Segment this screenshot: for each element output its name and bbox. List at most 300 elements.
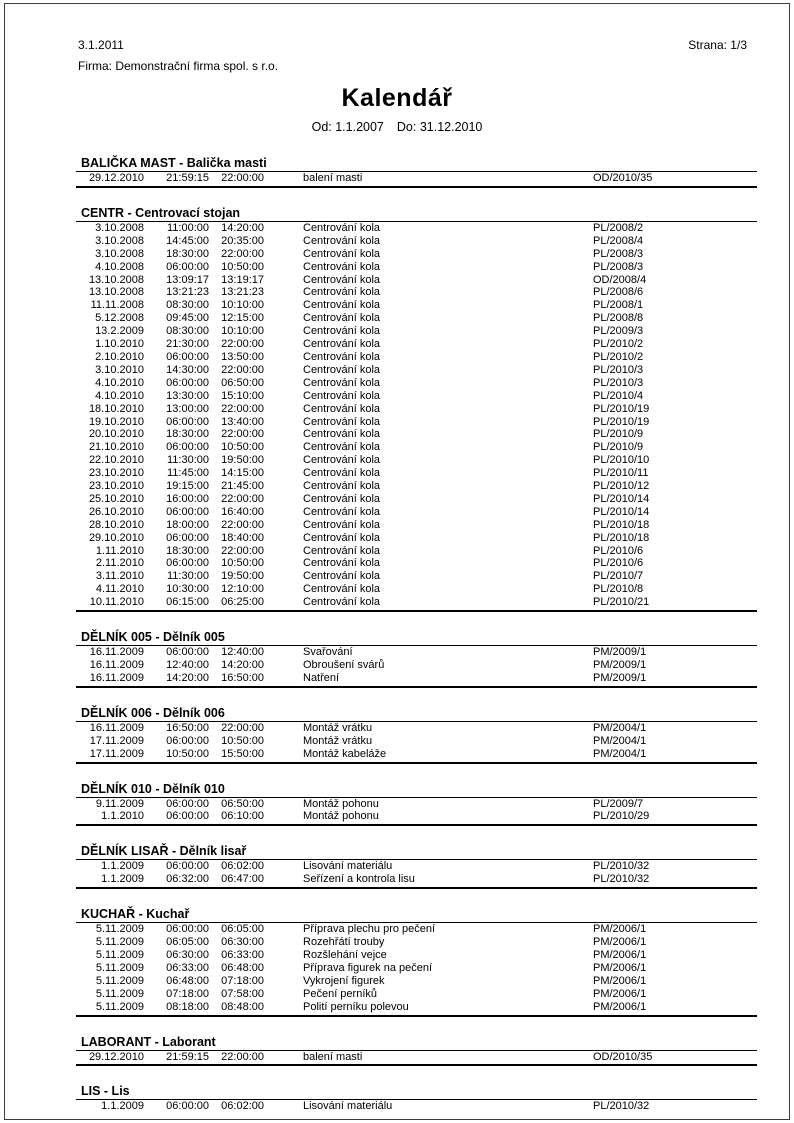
document-ref: PL/2010/32 — [593, 873, 650, 886]
event-row — [76, 798, 757, 811]
document-ref: PL/2009/3 — [593, 325, 644, 338]
document-ref: PL/2010/29 — [593, 810, 650, 823]
start-time: 06:05:00 — [166, 936, 209, 949]
section — [76, 783, 757, 827]
start-time: 13:21:23 — [166, 286, 209, 299]
event-row — [76, 557, 757, 570]
event-date: 11.11.2008 — [90, 299, 144, 312]
start-time: 06:32:00 — [166, 873, 209, 886]
report-page — [4, 3, 790, 1120]
start-time: 06:00:00 — [166, 441, 209, 454]
event-description: Natření — [303, 671, 340, 684]
document-ref: PM/2004/1 — [593, 734, 647, 747]
event-date: 29.10.2010 — [88, 531, 144, 544]
event-date: 5.11.2009 — [95, 936, 144, 949]
event-date: 16.11.2009 — [89, 646, 144, 659]
start-time: 16:50:00 — [166, 721, 209, 734]
event-date: 13.2.2009 — [95, 325, 144, 338]
start-time: 06:00:00 — [166, 734, 209, 747]
document-ref: PL/2008/4 — [593, 234, 644, 247]
event-date: 5.11.2009 — [95, 923, 144, 936]
end-time: 07:18:00 — [221, 974, 264, 987]
document-ref: PL/2010/6 — [593, 557, 644, 570]
document-ref: PM/2006/1 — [593, 923, 647, 936]
event-date: 16.11.2009 — [89, 659, 144, 671]
section-heading: LIS - Lis — [76, 1085, 757, 1100]
event-description: Vykrojení figurek — [303, 974, 385, 987]
event-description: Centrování kola — [303, 402, 381, 415]
event-description: Centrování kola — [303, 415, 381, 428]
event-description: Montáž kabeláže — [303, 747, 387, 760]
end-time: 16:50:00 — [221, 671, 264, 684]
end-time: 19:50:00 — [221, 570, 264, 583]
event-row — [76, 493, 757, 506]
document-ref: PL/2010/2 — [593, 338, 644, 351]
document-ref: PM/2006/1 — [593, 974, 647, 987]
document-ref: PL/2010/6 — [593, 544, 644, 557]
end-time: 07:58:00 — [221, 987, 264, 1000]
section-body — [76, 923, 757, 1016]
end-time: 20:35:00 — [221, 234, 264, 247]
event-row — [76, 377, 757, 390]
event-date: 29.12.2010 — [88, 172, 144, 184]
start-time: 06:00:00 — [166, 260, 209, 273]
event-row — [76, 428, 757, 441]
event-row — [76, 454, 757, 467]
end-time: 13:40:00 — [221, 415, 264, 428]
event-row — [76, 506, 757, 519]
document-ref: PM/2009/1 — [593, 659, 647, 671]
start-time: 13:00:00 — [166, 402, 209, 415]
event-date: 1.1.2009 — [101, 860, 144, 873]
section — [76, 157, 757, 188]
end-time: 06:48:00 — [221, 961, 264, 974]
event-description: balení masti — [303, 172, 363, 184]
start-time: 06:00:00 — [166, 350, 209, 363]
start-time: 06:00:00 — [166, 557, 209, 570]
start-time: 08:30:00 — [166, 325, 209, 338]
event-description: Centrování kola — [303, 428, 381, 441]
event-description: Lisování materiálu — [303, 1100, 393, 1113]
start-time: 06:00:00 — [166, 923, 209, 936]
event-description: Rozehřátí trouby — [303, 936, 385, 949]
document-ref: PL/2010/12 — [593, 480, 650, 493]
end-time: 16:40:00 — [221, 505, 264, 518]
section — [76, 908, 757, 1016]
document-ref: PL/2010/2 — [593, 350, 644, 363]
end-time: 18:40:00 — [221, 531, 264, 544]
event-date: 2.11.2010 — [95, 557, 144, 570]
event-date: 20.10.2010 — [88, 428, 144, 441]
document-ref: PL/2010/8 — [593, 583, 644, 596]
event-description: Montáž pohonu — [303, 797, 379, 810]
end-time: 22:00:00 — [221, 402, 264, 415]
document-ref: OD/2008/4 — [593, 273, 647, 286]
document-ref: PL/2010/3 — [593, 376, 644, 389]
event-date: 3.10.2008 — [95, 247, 144, 260]
event-description: Centrování kola — [303, 312, 381, 325]
event-date: 2.10.2010 — [95, 350, 144, 363]
start-time: 10:50:00 — [166, 747, 209, 760]
event-description: Centrování kola — [303, 531, 381, 544]
end-time: 06:02:00 — [221, 1100, 264, 1113]
document-ref: PM/2004/1 — [593, 747, 647, 760]
event-date: 26.10.2010 — [88, 505, 144, 518]
end-time: 14:20:00 — [221, 659, 264, 671]
event-description: Rozšlehání vejce — [303, 948, 387, 961]
event-description: Seřízení a kontrola lisu — [303, 873, 415, 886]
event-date: 4.10.2008 — [95, 260, 144, 273]
end-time: 06:50:00 — [221, 797, 264, 810]
event-date: 19.10.2010 — [88, 415, 144, 428]
event-description: Montáž vrátku — [303, 734, 373, 747]
event-description: Lisování materiálu — [303, 860, 393, 873]
event-description: Centrování kola — [303, 389, 381, 402]
end-time: 06:33:00 — [221, 948, 264, 961]
start-time: 11:00:00 — [166, 221, 209, 234]
end-time: 15:10:00 — [221, 389, 264, 402]
event-row — [76, 1001, 757, 1014]
document-ref: PL/2010/4 — [593, 389, 644, 402]
event-date: 16.11.2009 — [89, 721, 144, 734]
end-time: 12:15:00 — [221, 312, 264, 325]
event-row — [76, 403, 757, 416]
end-time: 06:25:00 — [221, 596, 264, 609]
event-date: 10.11.2010 — [89, 596, 144, 609]
document-ref: PM/2006/1 — [593, 987, 647, 1000]
event-date: 18.10.2010 — [88, 402, 144, 415]
event-date: 9.11.2009 — [95, 797, 144, 810]
document-ref: PL/2010/32 — [593, 1100, 650, 1113]
page-number: Strana: 1/3 — [688, 38, 747, 52]
event-row — [76, 962, 757, 975]
event-row — [76, 480, 757, 493]
end-time: 10:50:00 — [221, 441, 264, 454]
event-date: 16.11.2009 — [89, 671, 144, 684]
event-description: balení masti — [303, 1050, 363, 1063]
section-heading: DĚLNÍK 006 - Dělník 006 — [76, 707, 757, 722]
end-time: 22:00:00 — [221, 172, 264, 184]
document-ref: PM/2004/1 — [593, 721, 647, 734]
start-time: 06:00:00 — [166, 1100, 209, 1113]
event-date: 1.11.2010 — [95, 544, 144, 557]
document-ref: PL/2008/8 — [593, 312, 644, 325]
event-row — [76, 873, 757, 886]
section-body — [76, 722, 757, 764]
end-time: 22:00:00 — [221, 544, 264, 557]
start-time: 06:00:00 — [166, 376, 209, 389]
end-time: 14:20:00 — [221, 221, 264, 234]
event-date: 25.10.2010 — [88, 492, 144, 505]
end-time: 10:50:00 — [221, 260, 264, 273]
document-ref: PM/2006/1 — [593, 961, 647, 974]
event-description: Centrování kola — [303, 221, 381, 234]
event-description: Centrování kola — [303, 247, 381, 260]
start-time: 14:30:00 — [166, 363, 209, 376]
start-time: 11:30:00 — [166, 454, 209, 467]
event-date: 21.10.2010 — [88, 441, 144, 454]
event-row — [76, 646, 757, 659]
document-ref: PL/2010/18 — [593, 518, 650, 531]
start-time: 11:30:00 — [166, 570, 209, 583]
event-row — [76, 286, 757, 299]
report-header — [78, 38, 747, 73]
event-description: Příprava plechu pro pečení — [303, 923, 436, 936]
event-description: Centrování kola — [303, 299, 381, 312]
event-description: Centrování kola — [303, 505, 381, 518]
event-date: 3.10.2008 — [95, 234, 144, 247]
start-time: 18:30:00 — [166, 428, 209, 441]
event-description: Centrování kola — [303, 467, 381, 480]
section-heading: LABORANT - Laborant — [76, 1036, 757, 1051]
event-date: 29.12.2010 — [88, 1050, 144, 1063]
document-ref: PL/2010/14 — [593, 505, 650, 518]
report-title: Kalendář — [341, 84, 453, 112]
event-description: Centrování kola — [303, 441, 381, 454]
event-row — [76, 735, 757, 748]
document-ref: PM/2009/1 — [593, 646, 647, 659]
event-row — [76, 519, 757, 532]
document-ref: PL/2010/32 — [593, 860, 650, 873]
company-name: Firma: Demonstrační firma spol. s r.o. — [78, 59, 279, 73]
document-ref: PL/2010/21 — [593, 596, 650, 609]
document-ref: PL/2008/3 — [593, 260, 644, 273]
start-time: 13:30:00 — [166, 389, 209, 402]
document-ref: PL/2010/9 — [593, 441, 644, 454]
end-time: 06:30:00 — [221, 936, 264, 949]
event-row — [76, 949, 757, 962]
event-row — [76, 532, 757, 545]
event-row — [76, 351, 757, 364]
event-date: 22.10.2010 — [88, 454, 144, 467]
end-time: 06:47:00 — [221, 873, 264, 886]
event-description: Centrování kola — [303, 583, 381, 596]
report-date-range — [5, 120, 789, 134]
section — [76, 1036, 757, 1067]
event-row — [76, 312, 757, 325]
end-time: 13:19:17 — [221, 273, 264, 286]
event-description: Centrování kola — [303, 325, 381, 338]
start-time: 08:18:00 — [166, 1000, 209, 1013]
event-row — [76, 748, 757, 761]
event-date: 28.10.2010 — [88, 518, 144, 531]
event-row — [76, 659, 757, 672]
event-description: Centrování kola — [303, 492, 381, 505]
event-row — [76, 338, 757, 351]
event-row — [76, 722, 757, 735]
event-date: 4.11.2010 — [95, 583, 144, 596]
event-row — [76, 988, 757, 1001]
event-row — [76, 810, 757, 823]
event-row — [76, 545, 757, 558]
end-time: 12:40:00 — [221, 646, 264, 659]
event-description: Příprava figurek na pečení — [303, 961, 433, 974]
event-row — [76, 441, 757, 454]
start-time: 06:00:00 — [166, 531, 209, 544]
document-ref: PM/2006/1 — [593, 1000, 647, 1013]
start-time: 08:30:00 — [166, 299, 209, 312]
event-date: 17.11.2009 — [89, 734, 144, 747]
section-body — [76, 646, 757, 688]
event-description: Centrování kola — [303, 260, 381, 273]
document-ref: PL/2008/1 — [593, 299, 644, 312]
end-time: 22:00:00 — [221, 721, 264, 734]
section-body — [76, 1051, 757, 1067]
event-date: 1.1.2009 — [101, 1100, 144, 1113]
event-description: Centrování kola — [303, 454, 381, 467]
event-description: Centrování kola — [303, 544, 381, 557]
event-date: 5.11.2009 — [95, 1000, 144, 1013]
start-time: 12:40:00 — [166, 659, 209, 671]
section-body — [76, 172, 757, 188]
event-date: 13.10.2008 — [88, 273, 144, 286]
section-heading: BALIČKA MAST - Balička masti — [76, 157, 757, 172]
event-date: 5.12.2008 — [95, 312, 144, 325]
start-time: 16:00:00 — [166, 492, 209, 505]
start-time: 09:45:00 — [166, 312, 209, 325]
event-date: 3.10.2010 — [95, 363, 144, 376]
end-time: 22:00:00 — [221, 338, 264, 351]
event-row — [76, 467, 757, 480]
date-from: Od: 1.1.2007 — [311, 120, 384, 134]
event-row — [76, 299, 757, 312]
section-heading: KUCHAŘ - Kuchař — [76, 908, 757, 923]
event-row — [76, 390, 757, 403]
event-description: Centrování kola — [303, 596, 381, 609]
start-time: 18:30:00 — [166, 544, 209, 557]
event-description: Centrování kola — [303, 350, 381, 363]
end-time: 22:00:00 — [221, 518, 264, 531]
event-row — [76, 923, 757, 936]
event-description: Centrování kola — [303, 363, 381, 376]
start-time: 11:45:00 — [166, 467, 209, 480]
event-row — [76, 583, 757, 596]
section-heading: DĚLNÍK 005 - Dělník 005 — [76, 631, 757, 646]
start-time: 06:00:00 — [166, 646, 209, 659]
end-time: 13:21:23 — [221, 286, 264, 299]
start-time: 21:59:15 — [166, 1050, 209, 1063]
event-description: Montáž pohonu — [303, 810, 379, 823]
document-ref: PM/2006/1 — [593, 936, 647, 949]
event-date: 23.10.2010 — [88, 480, 144, 493]
start-time: 07:18:00 — [166, 987, 209, 1000]
start-time: 21:30:00 — [166, 338, 209, 351]
document-ref: PL/2010/14 — [593, 492, 650, 505]
document-ref: OD/2010/35 — [593, 1050, 653, 1063]
start-time: 14:45:00 — [166, 234, 209, 247]
event-description: Centrování kola — [303, 338, 381, 351]
section-body — [76, 222, 757, 612]
end-time: 06:10:00 — [221, 810, 264, 823]
sections — [76, 157, 757, 1114]
document-ref: PL/2010/9 — [593, 428, 644, 441]
document-ref: PL/2010/3 — [593, 363, 644, 376]
header-line — [78, 38, 747, 52]
section-heading: CENTR - Centrovací stojan — [76, 207, 757, 222]
start-time: 10:30:00 — [166, 583, 209, 596]
document-ref: PL/2010/19 — [593, 402, 650, 415]
end-time: 22:00:00 — [221, 363, 264, 376]
start-time: 06:00:00 — [166, 505, 209, 518]
start-time: 06:00:00 — [166, 860, 209, 873]
section-body — [76, 1100, 757, 1114]
event-description: Centrování kola — [303, 557, 381, 570]
document-ref: PM/2009/1 — [593, 671, 647, 684]
event-date: 1.1.2009 — [101, 873, 144, 886]
event-description: Polití perníku polevou — [303, 1000, 409, 1013]
event-description: Centrování kola — [303, 480, 381, 493]
start-time: 06:00:00 — [166, 810, 209, 823]
event-row — [76, 274, 757, 287]
event-row — [76, 596, 757, 609]
event-row — [76, 1051, 757, 1064]
event-row — [76, 261, 757, 274]
end-time: 10:10:00 — [221, 325, 264, 338]
event-description: Svařování — [303, 646, 353, 659]
event-date: 5.11.2009 — [95, 987, 144, 1000]
start-time: 13:09:17 — [166, 273, 209, 286]
date-to: Do: 31.12.2010 — [396, 120, 483, 134]
end-time: 14:15:00 — [221, 467, 264, 480]
start-time: 06:30:00 — [166, 948, 209, 961]
end-time: 19:50:00 — [221, 454, 264, 467]
event-description: Montáž vrátku — [303, 721, 373, 734]
start-time: 18:00:00 — [166, 518, 209, 531]
event-description: Centrování kola — [303, 570, 381, 583]
event-description: Obroušení svárů — [303, 659, 385, 671]
event-date: 23.10.2010 — [88, 467, 144, 480]
section — [76, 1085, 757, 1114]
end-time: 21:45:00 — [221, 480, 264, 493]
document-ref: OD/2010/35 — [593, 172, 653, 184]
event-description: Centrování kola — [303, 273, 381, 286]
document-ref: PL/2008/6 — [593, 286, 644, 299]
event-date: 1.10.2010 — [95, 338, 144, 351]
event-row — [76, 860, 757, 873]
section-body — [76, 860, 757, 889]
event-row — [76, 1100, 757, 1113]
event-row — [76, 936, 757, 949]
event-row — [76, 325, 757, 338]
document-ref: PL/2010/11 — [593, 467, 649, 480]
event-date: 13.10.2008 — [88, 286, 144, 299]
event-date: 4.10.2010 — [95, 389, 144, 402]
event-date: 5.11.2009 — [95, 961, 144, 974]
event-date: 5.11.2009 — [95, 974, 144, 987]
event-date: 1.1.2010 — [101, 810, 144, 823]
event-date: 4.10.2010 — [95, 376, 144, 389]
start-time: 21:59:15 — [166, 172, 209, 184]
event-date: 3.10.2008 — [95, 221, 144, 234]
event-row — [76, 416, 757, 429]
end-time: 22:00:00 — [221, 428, 264, 441]
end-time: 22:00:00 — [221, 1050, 264, 1063]
event-row — [76, 975, 757, 988]
event-row — [76, 364, 757, 377]
start-time: 18:30:00 — [166, 247, 209, 260]
event-row — [76, 235, 757, 248]
end-time: 10:10:00 — [221, 299, 264, 312]
section — [76, 707, 757, 764]
event-description: Pečení perníků — [303, 987, 377, 1000]
document-ref: PL/2008/3 — [593, 247, 644, 260]
event-date: 5.11.2009 — [95, 948, 144, 961]
event-row — [76, 672, 757, 685]
section — [76, 845, 757, 889]
section-heading: DĚLNÍK 010 - Dělník 010 — [76, 783, 757, 798]
event-date: 17.11.2009 — [89, 747, 144, 760]
end-time: 13:50:00 — [221, 350, 264, 363]
